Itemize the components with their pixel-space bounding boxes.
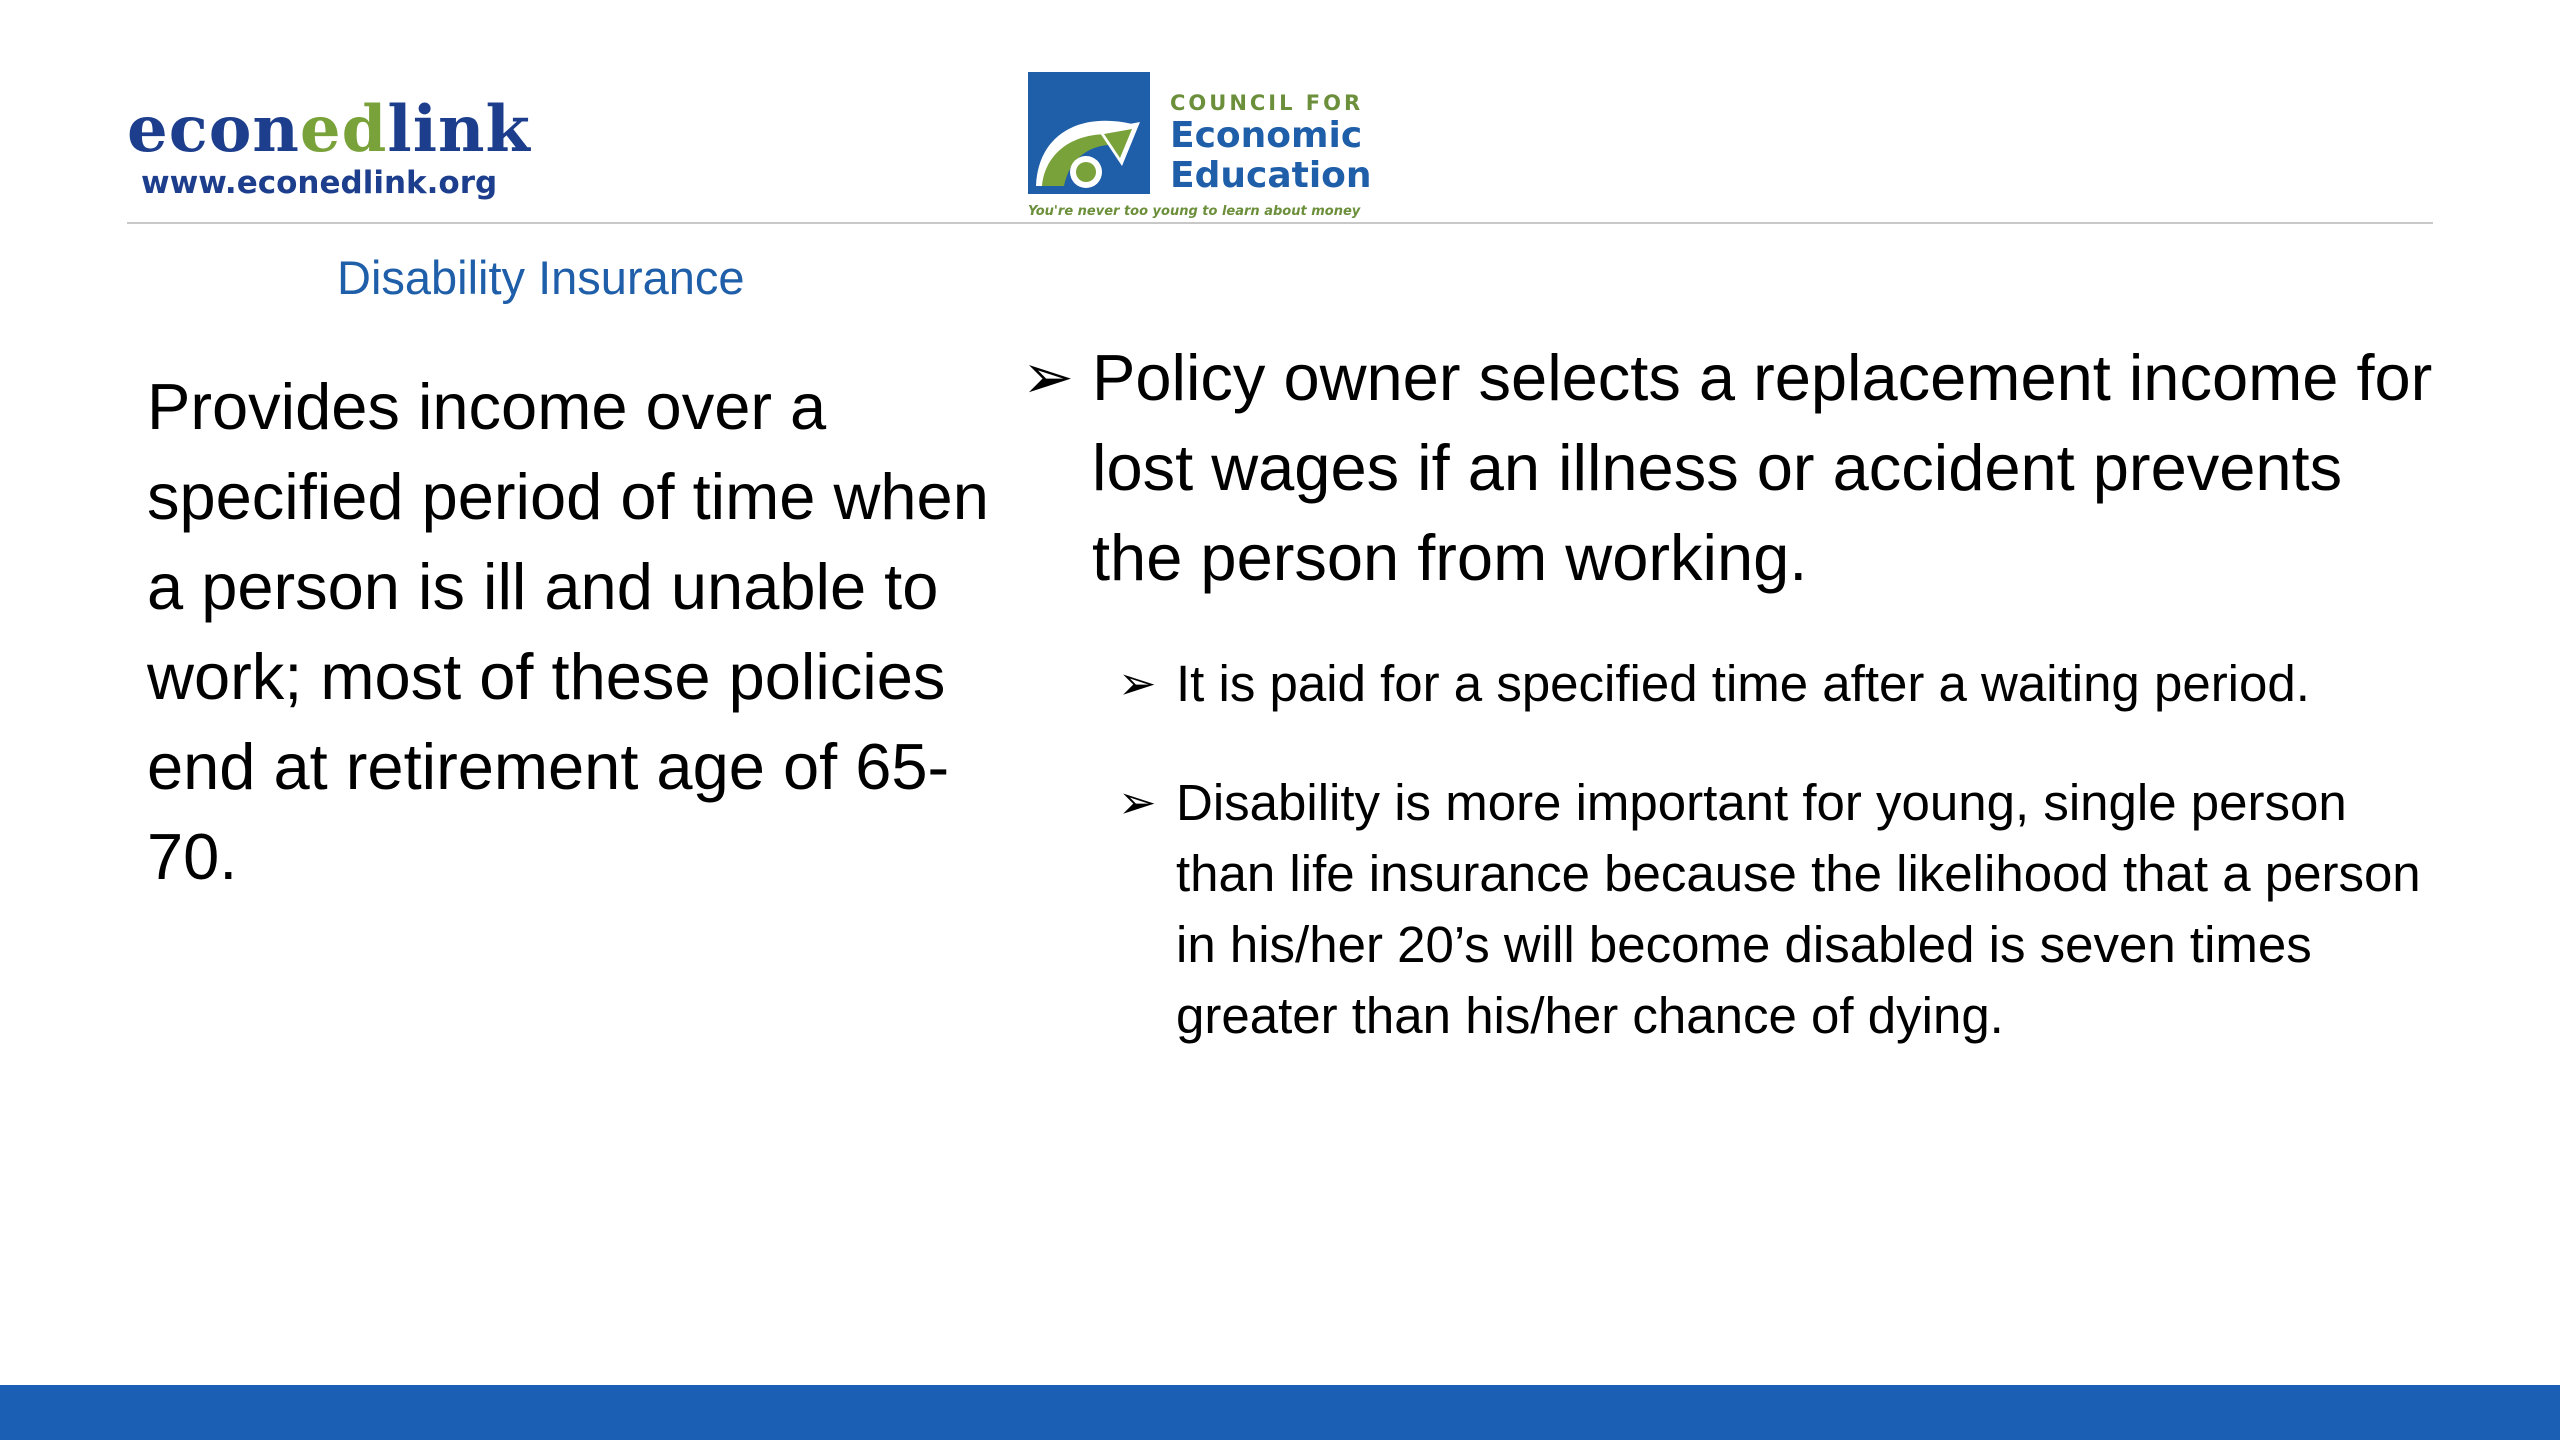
footer-bar xyxy=(0,1385,2560,1440)
cee-wordmark xyxy=(1170,90,1372,196)
header-divider xyxy=(127,222,2433,224)
main-bullet-text: Policy owner selects a replacement income for lost wages if an illness or accident prevents the person from working. xyxy=(1092,341,2433,594)
cee-tagline: You're never too young to learn about money xyxy=(1028,204,1361,219)
sub-bullet-2 xyxy=(1118,767,2448,1051)
main-bullet xyxy=(1022,333,2442,603)
wordmark-ed: ed xyxy=(299,92,388,167)
cee-line-council-for: COUNCIL FOR xyxy=(1170,91,1364,115)
wordmark-link: link xyxy=(387,92,531,167)
sub-bullet-1 xyxy=(1118,648,2448,719)
sub-bullet-text: It is paid for a specified time after a waiting period. xyxy=(1176,655,2310,712)
cee-logo[interactable] xyxy=(1028,72,1372,222)
bullet-arrow-icon: ➢ xyxy=(1118,657,1157,709)
cee-line-education: Education xyxy=(1170,155,1372,196)
cee-emblem-icon xyxy=(1028,72,1150,194)
bullet-arrow-icon: ➢ xyxy=(1118,776,1157,828)
econedlink-wordmark xyxy=(127,92,547,167)
definition-paragraph: Provides income over a specified period of time when a person is ill and unable to work; most of these policies end at retirement age of 65-70. xyxy=(147,370,989,893)
econedlink-url[interactable]: www.econedlink.org xyxy=(141,165,498,201)
wordmark-econ: econ xyxy=(127,92,300,167)
bullet-arrow-icon: ➢ xyxy=(1022,343,1074,412)
slide-title: Disability Insurance xyxy=(337,251,745,304)
econedlink-logo[interactable] xyxy=(127,92,547,201)
sub-bullet-text: Disability is more important for young, single person than life insurance because the likelihood that a person in his/her 20’s will become disabled is seven times greater than his/her chance of dying. xyxy=(1176,774,2421,1044)
cee-line-economic: Economic xyxy=(1170,115,1363,156)
